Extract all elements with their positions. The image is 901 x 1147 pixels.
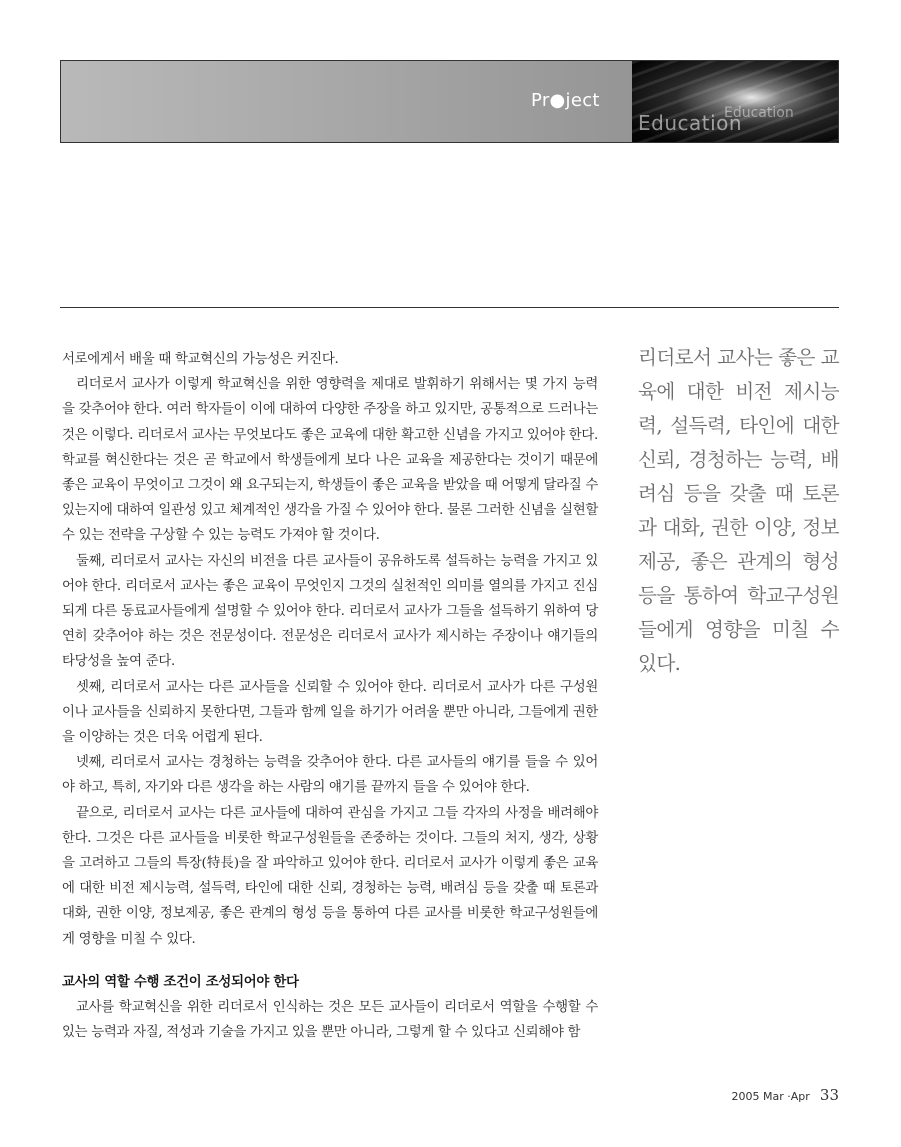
photo-caption-large: Education [638,111,743,135]
section-heading: 교사의 역할 수행 조건이 조성되어야 한다 [62,974,299,990]
header-keyboard-image [632,61,838,142]
header-banner [60,60,839,143]
body-paragraph: 리더로서 교사가 이렇게 학교혁신을 위한 영향력을 제대로 발휘하기 위해서는 몇 가지 능력을 갖추어야 한다. 여러 학자들이 이에 대하여 다양한 주장을 하고 있지만, 공통적으로 드러나는 것은 이렇다. 리더로서 교사는 무엇보다도 좋은 교육에 대한 확고한 신념을 가지고 있어야 한다. 학교를 혁신한다는 것은 곧 학교에서 학생들에게 보다 나은 교육을 제공한다는 것이기 때문에 좋은 교육이 무엇이고 그것이 왜 요구되는지, 학생들이 좋은 교육을 받았을 때 어떻게 달라질 수 있는지에 대하여 일관성 있고 체계적인 생각을 가질 수 있어야 한다. 물론 그러한 신념을 실현할 수 있는 전략을 구상할 수 있는 능력도 가져야 할 것이다. [62,377,598,544]
body-paragraph: 셋째, 리더로서 교사는 다른 교사들을 신뢰할 수 있어야 한다. 리더로서 교사가 다른 구성원이나 교사들을 신뢰하지 못한다면, 그들과 함께 일을 하기가 어려울 뿐만 아니라, 그들에게 권한을 이양하는 것은 더욱 어렵게 된다. [62,679,598,746]
body-paragraph: 끝으로, 리더로서 교사는 다른 교사들에 대하여 관심을 가지고 그들 각자의 사정을 배려해야 한다. 그것은 다른 교사들을 비롯한 학교구성원들을 존중하는 것이다. 그들의 처지, 생각, 상황을 고려하고 그들의 특장(特長)을 잘 파악하고 있어야 한다. 리더로서 교사가 이렇게 좋은 교육에 대한 비전 제시능력, 설득력, 타인에 대한 신뢰, 경청하는 능력, 배려심 등을 갖출 때 토론과 대화, 권한 이양, 정보제공, 좋은 관계의 형성 등을 통하여 다른 교사를 비롯한 학교구성원들에게 영향을 미칠 수 있다. [62,805,598,947]
body-paragraph: 서로에게서 배울 때 학교혁신의 가능성은 커진다. [62,352,339,367]
issue-date: 2005 Mar ·Apr [731,1090,810,1103]
section-label: Pr●ject [531,90,600,111]
page-number: 33 [819,1086,839,1104]
horizontal-divider [60,307,839,308]
page-footer [732,1085,839,1104]
article-body [62,347,598,1045]
body-paragraph: 넷째, 리더로서 교사는 경청하는 능력을 갖추어야 한다. 다른 교사들의 얘기를 들을 수 있어야 하고, 특히, 자기와 다른 생각을 하는 사람의 얘기를 끝까지 들을 수 있어야 한다. [62,755,598,796]
photo-caption-small: Education [724,105,794,121]
body-paragraph: 교사를 학교혁신을 위한 리더로서 인식하는 것은 모든 교사들이 리더로서 역할을 수행할 수 있는 능력과 자질, 적성과 기술을 가지고 있을 뿐만 아니라, 그렇게 할 수 있다고 신뢰해야 함 [62,999,598,1041]
body-paragraph: 둘째, 리더로서 교사는 자신의 비전을 다른 교사들이 공유하도록 설득하는 능력을 가지고 있어야 한다. 리더로서 교사는 좋은 교육이 무엇인지 그것의 실천적인 의미를 열의를 가지고 진심되게 다른 동료교사들에게 설명할 수 있어야 한다. 리더로서 교사가 그들을 설득하기 위하여 당연히 갖추어야 하는 것은 전문성이다. 전문성은 리더로서 교사가 제시하는 주장이나 얘기들의 타당성을 높여 준다. [62,553,598,670]
pull-quote: 리더로서 교사는 좋은 교육에 대한 비전 제시능력, 설득력, 타인에 대한 신뢰, 경청하는 능력, 배려심 등을 갖출 때 토론과 대화, 권한 이양, 정보제공, 좋은 관계의 형성 등을 통하여 학교구성원들에게 영향을 미칠 수 있다. [638,346,839,675]
